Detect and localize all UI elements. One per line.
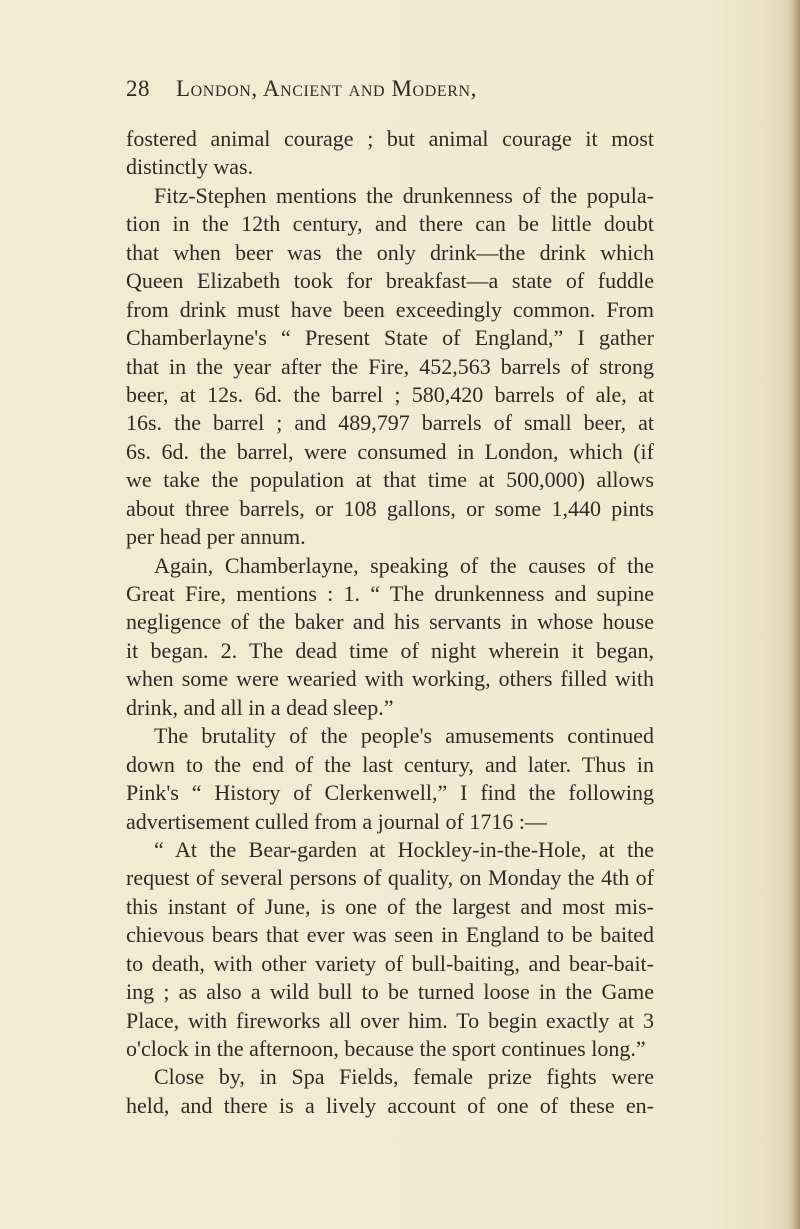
running-title-text: London, Ancient and Modern, (176, 76, 477, 101)
text-line: per head per annum. (126, 524, 306, 550)
text-line: fostered animal courage ; but animal courage it most (126, 126, 654, 151)
text-line: negligence of the baker and his servants in whose house (126, 609, 654, 635)
text-line: Pink's “ History of Clerkenwell,” I find the following (126, 780, 654, 806)
text-line: 16s. the barrel ; and 489,797 barrels of small beer, at (126, 410, 654, 436)
text-line: 6s. 6d. the barrel, were consumed in London, which (if (126, 438, 654, 464)
text-line: that when beer was the only drink—the drink which (126, 239, 654, 265)
text-line: advertisement culled from a journal of 1716 :— (126, 808, 547, 834)
paragraph-start-line: Again, Chamberlayne, speaking of the causes of the (154, 552, 654, 578)
text-line: this instant of June, is one of the largest and most mis- (126, 893, 654, 919)
text-line: Great Fire, mentions : 1. “ The drunkenness and supine (126, 581, 654, 606)
body-text (126, 125, 654, 1120)
text-line: from drink must have been exceedingly common. From (126, 296, 654, 322)
text-line: down to the end of the last century, and later. Thus in (126, 751, 654, 777)
text-line: it began. 2. The dead time of night wherein it began, (126, 637, 654, 663)
text-line: about three barrels, or 108 gallons, or some 1,440 pints (126, 495, 654, 521)
page-header (126, 76, 646, 110)
text-line: that in the year after the Fire, 452,563 barrels of strong (126, 353, 654, 379)
page-edge-shadow (786, 0, 800, 1229)
text-line: to death, with other variety of bull-baiting, and bear-bait- (126, 950, 654, 976)
text-line: o'clock in the afternoon, because the sport continues long.” (126, 1036, 646, 1061)
paragraph-start-line: “ At the Bear-garden at Hockley-in-the-Hole, at the (154, 836, 654, 862)
text-line: we take the population at that time at 500,000) allows (126, 467, 654, 493)
text-line: distinctly was. (126, 154, 254, 180)
running-title (176, 76, 477, 102)
text-line: drink, and all in a dead sleep.” (126, 694, 394, 720)
text-line: request of several persons of quality, on Monday the 4th of (126, 865, 654, 891)
text-line: Chamberlayne's “ Present State of England,” I gather (126, 325, 654, 351)
text-line: beer, at 12s. 6d. the barrel ; 580,420 barrels of ale, at (126, 381, 654, 407)
text-line: when some were wearied with working, others filled with (126, 666, 654, 692)
paragraph-start-line: Close by, in Spa Fields, female prize fights were (154, 1064, 654, 1090)
paragraph-start-line: The brutality of the people's amusements continued (154, 723, 654, 749)
text-line: ing ; as also a wild bull to be turned loose in the Game (126, 979, 654, 1005)
paragraph-start-line: Fitz-Stephen mentions the drunkenness of the popula- (154, 182, 654, 208)
text-line: Place, with fireworks all over him. To begin exactly at 3 (126, 1007, 654, 1033)
text-line: held, and there is a lively account of one of these en- (126, 1092, 654, 1118)
text-line: chievous bears that ever was seen in England to be baited (126, 922, 654, 948)
text-line: tion in the 12th century, and there can be little doubt (126, 211, 654, 237)
text-line: Queen Elizabeth took for breakfast—a state of fuddle (126, 268, 654, 294)
page-number: 28 (126, 76, 150, 101)
